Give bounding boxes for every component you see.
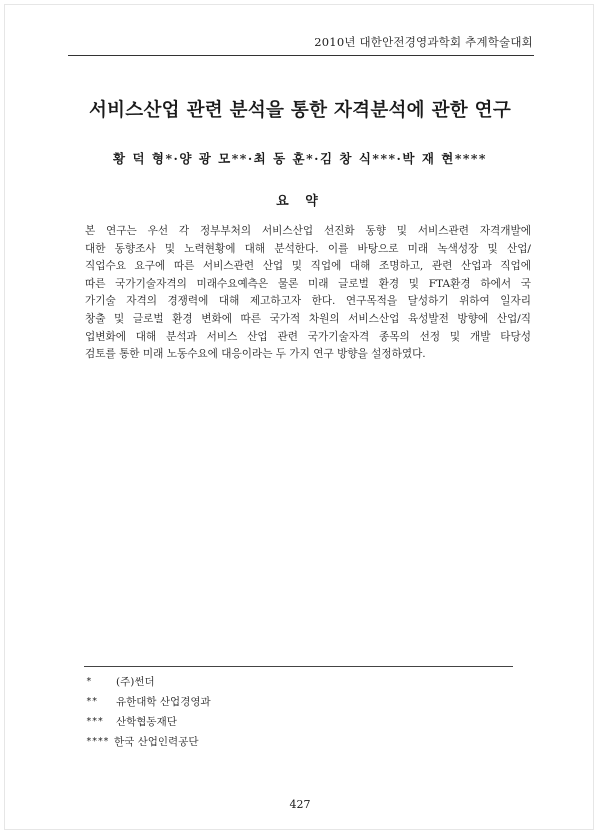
abstract-line: 따른 국가기술자격의 미래수요예측은 물론 미래 글로벌 환경 및 FTA환경 하에서 국	[85, 277, 531, 290]
abstract-line: 본 연구는 우선 각 정부부처의 서비스산업 선진화 동향 및 서비스관련 자격개발에	[85, 225, 531, 237]
footnote-mark: *	[86, 676, 92, 687]
footnote-text: 한국 산업인력공단	[114, 736, 199, 748]
abstract-heading: 요 약	[276, 194, 324, 209]
header-rule	[68, 55, 534, 56]
footnote-mark: ****	[86, 736, 109, 747]
footnote-text: (주)썬더	[116, 676, 155, 688]
abstract-line: 가기술 자격의 경쟁력에 대해 제고하고자 한다. 연구목적을 달성하기 위하여 일자리	[85, 295, 531, 308]
footnote-item	[86, 672, 211, 692]
footnote-item	[86, 712, 211, 732]
footnote-item	[86, 692, 211, 712]
footnote-text: 산학협동재단	[116, 716, 177, 728]
footnote-mark: **	[86, 696, 98, 707]
footnote-rule	[84, 666, 513, 667]
abstract-body	[85, 223, 531, 364]
footnote-item	[86, 732, 211, 752]
abstract-line: 대한 동향조사 및 노력현황에 대해 분석한다. 이를 바탕으로 미래 녹색성장 및 산업/	[85, 242, 531, 255]
author-list: 황 덕 형*·양 광 모**·최 동 훈*·김 창 식***·박 재 현****	[113, 151, 487, 166]
abstract-line: 창출 및 글로벌 환경 변화에 따른 국가적 차원의 서비스산업 육성발전 방향에 산업/직	[85, 312, 531, 325]
abstract-line: 검토를 통한 미래 노동수요에 대응이라는 두 가지 연구 방향을 설정하였다.	[85, 348, 426, 361]
abstract-line: 업변화에 대해 분석과 서비스 산업 관련 국가기술자격 종목의 선정 및 개발 타당성	[85, 330, 531, 343]
footnote-mark: ***	[86, 716, 104, 727]
running-header: 2010년 대한안전경영과학회 추계학술대회	[314, 35, 533, 49]
page-number: 427	[289, 798, 311, 811]
paper-title: 서비스산업 관련 분석을 통한 자격분석에 관한 연구	[88, 100, 512, 121]
footnotes	[86, 672, 211, 752]
abstract-line: 직업수요 요구에 따른 서비스관련 산업 및 직업에 대해 조명하고, 관련 산업과 직업에	[85, 260, 531, 273]
footnote-text: 유한대학 산업경영과	[116, 696, 211, 708]
